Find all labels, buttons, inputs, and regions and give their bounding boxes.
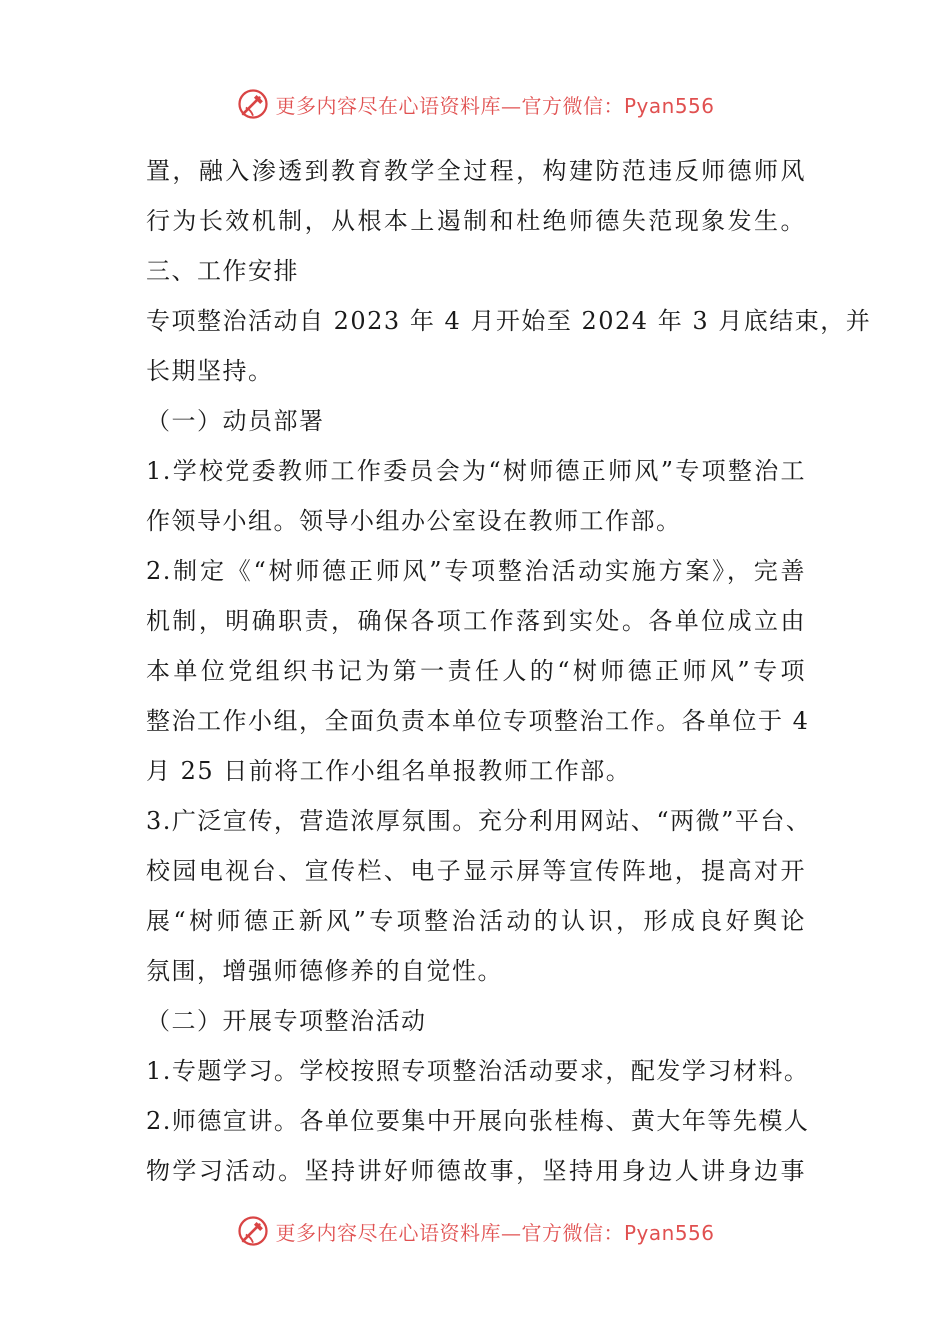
text-line: 专项整治活动自 2023 年 4 月开始至 2024 年 3 月底结束，并: [146, 307, 872, 335]
watermark-dash: —: [500, 93, 522, 118]
footer-watermark: [0, 1211, 950, 1251]
pen-logo-icon: [235, 86, 271, 122]
text-line: （一）动员部署: [146, 407, 325, 435]
text-line: 氛围，增强师德修养的自觉性。: [146, 957, 503, 985]
text-line: 长期坚持。: [146, 357, 274, 385]
text-line: 物学习活动。坚持讲好师德故事，坚持用身边人讲身边事: [146, 1157, 806, 1185]
watermark-text: [275, 90, 714, 119]
header-watermark: [0, 84, 950, 124]
text-line: 1.专题学习。学校按照专项整治活动要求，配发学习材料。: [146, 1057, 810, 1085]
text-line: 行为长效机制，从根本上遏制和杜绝师德失范现象发生。: [146, 207, 806, 235]
text-line: 展“树师德正新风”专项整治活动的认识，形成良好舆论: [146, 907, 806, 935]
text-line: （二）开展专项整治活动: [146, 1007, 427, 1035]
text-line: 2.师德宣讲。各单位要集中开展向张桂梅、黄大年等先模人: [146, 1107, 810, 1135]
text-line: 本单位党组织书记为第一责任人的“树师德正师风”专项: [146, 657, 806, 685]
watermark-main: 更多内容尽在心语资料库: [275, 1220, 501, 1245]
watermark-wechat-id: Pyan556: [623, 93, 715, 118]
text-line: 校园电视台、宣传栏、电子显示屏等宣传阵地，提高对开: [146, 857, 806, 885]
text-line: 机制，明确职责，确保各项工作落到实处。各单位成立由: [146, 607, 806, 635]
text-line: 2.制定《“树师德正师风”专项整治活动实施方案》，完善: [146, 557, 806, 585]
watermark-dash: —: [500, 1220, 522, 1245]
text-line: 三、工作安排: [146, 257, 299, 285]
watermark-wechat-label: 官方微信：: [521, 93, 624, 118]
text-line: 作领导小组。领导小组办公室设在教师工作部。: [146, 507, 682, 535]
text-line: 月 25 日前将工作小组名单报教师工作部。: [146, 757, 632, 785]
text-line: 整治工作小组，全面负责本单位专项整治工作。各单位于 4: [146, 707, 810, 735]
document-body: [146, 146, 872, 1196]
text-line: 3.广泛宣传，营造浓厚氛围。充分利用网站、“两微”平台、: [146, 807, 812, 835]
watermark-wechat-label: 官方微信：: [521, 1220, 624, 1245]
watermark-main: 更多内容尽在心语资料库: [275, 93, 501, 118]
text-line: 置，融入渗透到教育教学全过程，构建防范违反师德师风: [146, 157, 806, 185]
text-line: 1.学校党委教师工作委员会为“树师德正师风”专项整治工: [146, 457, 806, 485]
watermark-text: [275, 1217, 714, 1246]
pen-logo-icon: [235, 1213, 271, 1249]
watermark-wechat-id: Pyan556: [623, 1220, 715, 1245]
